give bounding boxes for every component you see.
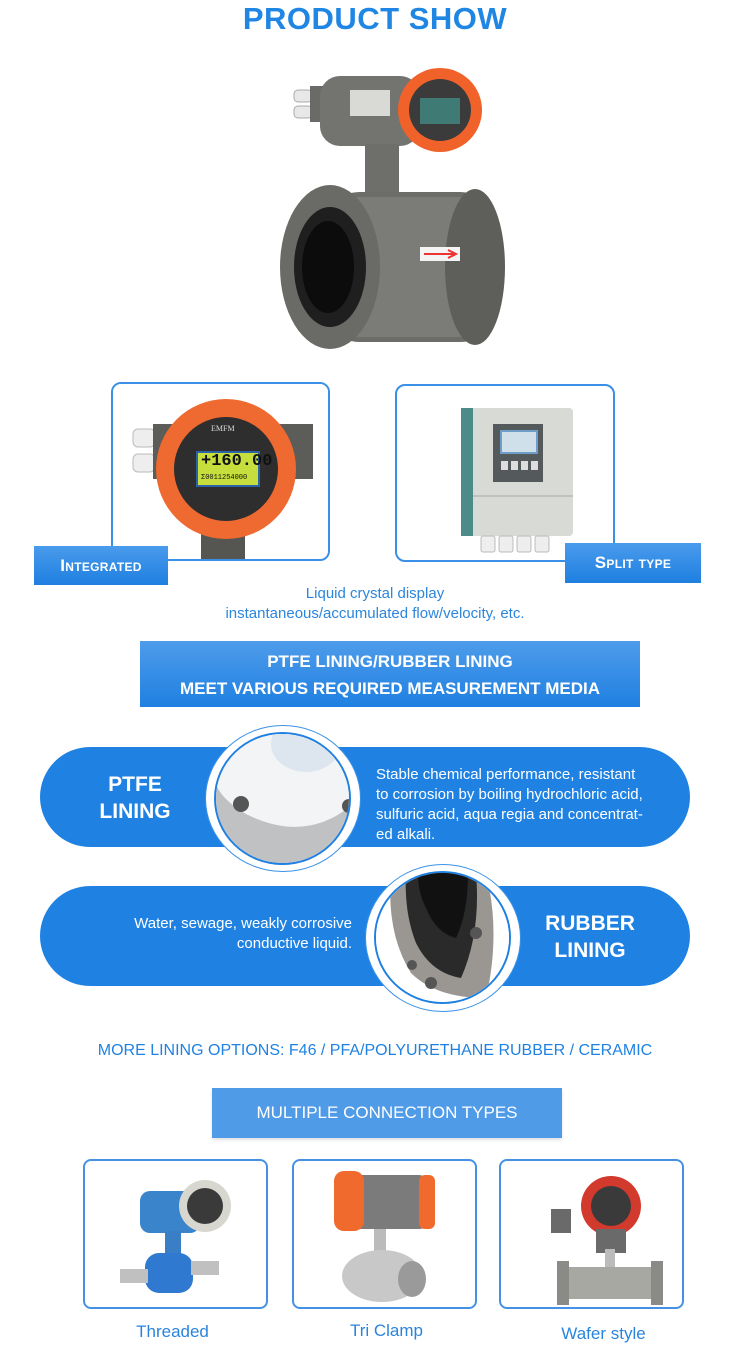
rubber-lining-description: Water, sewage, weakly corrosive conductive liquid. bbox=[134, 915, 352, 952]
lcd-value: +160.00 bbox=[201, 452, 273, 471]
hero-product-image bbox=[280, 62, 520, 362]
display-caption-line-2: instantaneous/accumulated flow/velocity, etc. bbox=[225, 605, 525, 622]
connection-types-header: MULTIPLE CONNECTION TYPES bbox=[212, 1088, 562, 1138]
connection-label-threaded: Threaded bbox=[136, 1322, 209, 1341]
rubber-lined-flange-icon bbox=[376, 873, 511, 1004]
display-caption-line-1: Liquid crystal display bbox=[305, 585, 445, 602]
rubber-lining-image-ring bbox=[365, 864, 521, 1012]
display-caption bbox=[0, 584, 750, 624]
ptfe-lined-flange-icon bbox=[216, 734, 351, 865]
integrated-transmitter-icon bbox=[113, 384, 330, 561]
integrated-image-frame bbox=[111, 382, 330, 561]
connection-label-tri-clamp: Tri Clamp bbox=[349, 1321, 424, 1340]
connection-card-wafer bbox=[499, 1159, 684, 1309]
ptfe-lining-image-ring bbox=[205, 725, 361, 872]
connection-card-tri-clamp bbox=[292, 1159, 477, 1309]
lining-banner-line-1: PTFE LINING/RUBBER LINING bbox=[267, 652, 513, 671]
ptfe-lining-image bbox=[214, 732, 351, 865]
split-type-label: Split type bbox=[565, 543, 701, 583]
ptfe-lining-title: PTFE LINING bbox=[99, 773, 171, 823]
threaded-flowmeter-icon bbox=[85, 1161, 268, 1309]
lining-banner-line-2: MEET VARIOUS REQUIRED MEASUREMENT MEDIA bbox=[180, 679, 600, 698]
page-title: PRODUCT SHOW bbox=[242, 1, 508, 36]
connection-card-threaded bbox=[83, 1159, 268, 1309]
rubber-lining-title: RUBBER LINING bbox=[545, 912, 635, 962]
integrated-label: Integrated bbox=[34, 546, 168, 585]
split-type-image-frame bbox=[395, 384, 615, 562]
lcd-brand: EMFM bbox=[211, 424, 235, 433]
tri-clamp-flowmeter-icon bbox=[294, 1161, 477, 1309]
ptfe-lining-card bbox=[40, 747, 690, 847]
connection-label-wafer: Wafer style bbox=[561, 1324, 646, 1343]
lcd-total: Σ0011254000 bbox=[201, 474, 248, 482]
split-type-wall-converter-icon bbox=[397, 386, 615, 562]
more-lining-options: MORE LINING OPTIONS: F46 / PFA/POLYURETHANE RUBBER / CERAMIC bbox=[97, 1042, 653, 1059]
rubber-lining-image bbox=[374, 871, 511, 1004]
wafer-style-flowmeter-icon bbox=[501, 1161, 684, 1309]
lining-banner bbox=[140, 641, 640, 707]
electromagnetic-flowmeter-flanged-icon bbox=[280, 62, 520, 362]
ptfe-lining-description: Stable chemical performance, resistant to corrosion by boiling hydrochloric acid, sulfuric acid, aqua regia and concentrat- ed alkali. bbox=[376, 766, 643, 843]
